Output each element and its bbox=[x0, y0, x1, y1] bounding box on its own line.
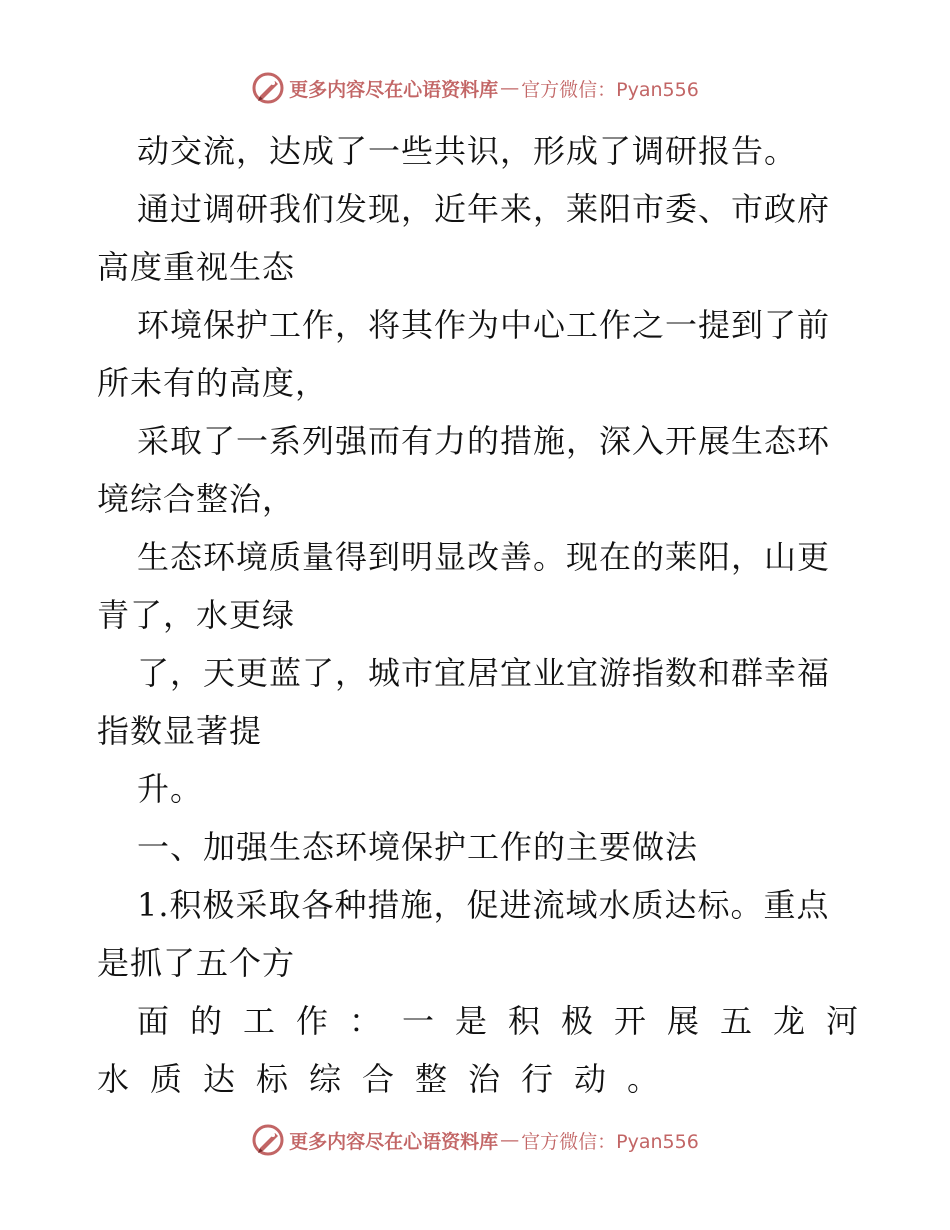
text-line: 是抓了五个方 bbox=[97, 944, 296, 982]
text-line: 生态环境质量得到明显改善。现在的莱阳，山更 bbox=[137, 538, 831, 576]
banner-wechat: 官方微信：Pyan556 bbox=[521, 1130, 699, 1153]
header-banner bbox=[0, 68, 950, 108]
text-line: 境综合整治， bbox=[97, 480, 296, 518]
text-line: 了，天更蓝了，城市宜居宜业宜游指数和群幸福 bbox=[137, 654, 831, 692]
banner-wechat: 官方微信：Pyan556 bbox=[521, 78, 699, 101]
text-line-spaced: 面的工作：一是积极开展五龙河 bbox=[137, 1002, 880, 1040]
footer-banner bbox=[0, 1120, 950, 1160]
banner-slogan: 更多内容尽在心语资料库 bbox=[289, 78, 499, 101]
banner-dash: — bbox=[500, 1129, 520, 1151]
text-line: 采取了一系列强而有力的措施，深入开展生态环 bbox=[137, 422, 831, 460]
section-heading: 一、加强生态环境保护工作的主要做法 bbox=[137, 828, 699, 866]
text-line: 升。 bbox=[137, 770, 204, 808]
text-line: 动交流，达成了一些共识，形成了调研报告。 bbox=[137, 132, 798, 170]
text-line: 高度重视生态 bbox=[97, 248, 296, 286]
text-line: 1.积极采取各种措施，促进流域水质达标。重点 bbox=[137, 886, 830, 924]
text-line: 指数显著提 bbox=[97, 712, 263, 750]
banner-dash: — bbox=[500, 77, 520, 99]
banner-slogan: 更多内容尽在心语资料库 bbox=[289, 1130, 499, 1153]
text-line-spaced: 水质达标综合整治行动。 bbox=[97, 1060, 681, 1098]
text-line: 所未有的高度， bbox=[97, 364, 329, 402]
pen-logo-icon bbox=[251, 1123, 285, 1157]
body-text bbox=[97, 122, 880, 1108]
text-line: 通过调研我们发现，近年来，莱阳市委、市政府 bbox=[137, 190, 831, 228]
pen-logo-icon bbox=[251, 71, 285, 105]
text-line: 青了，水更绿 bbox=[97, 596, 296, 634]
text-line: 环境保护工作，将其作为中心工作之一提到了前 bbox=[137, 306, 831, 344]
